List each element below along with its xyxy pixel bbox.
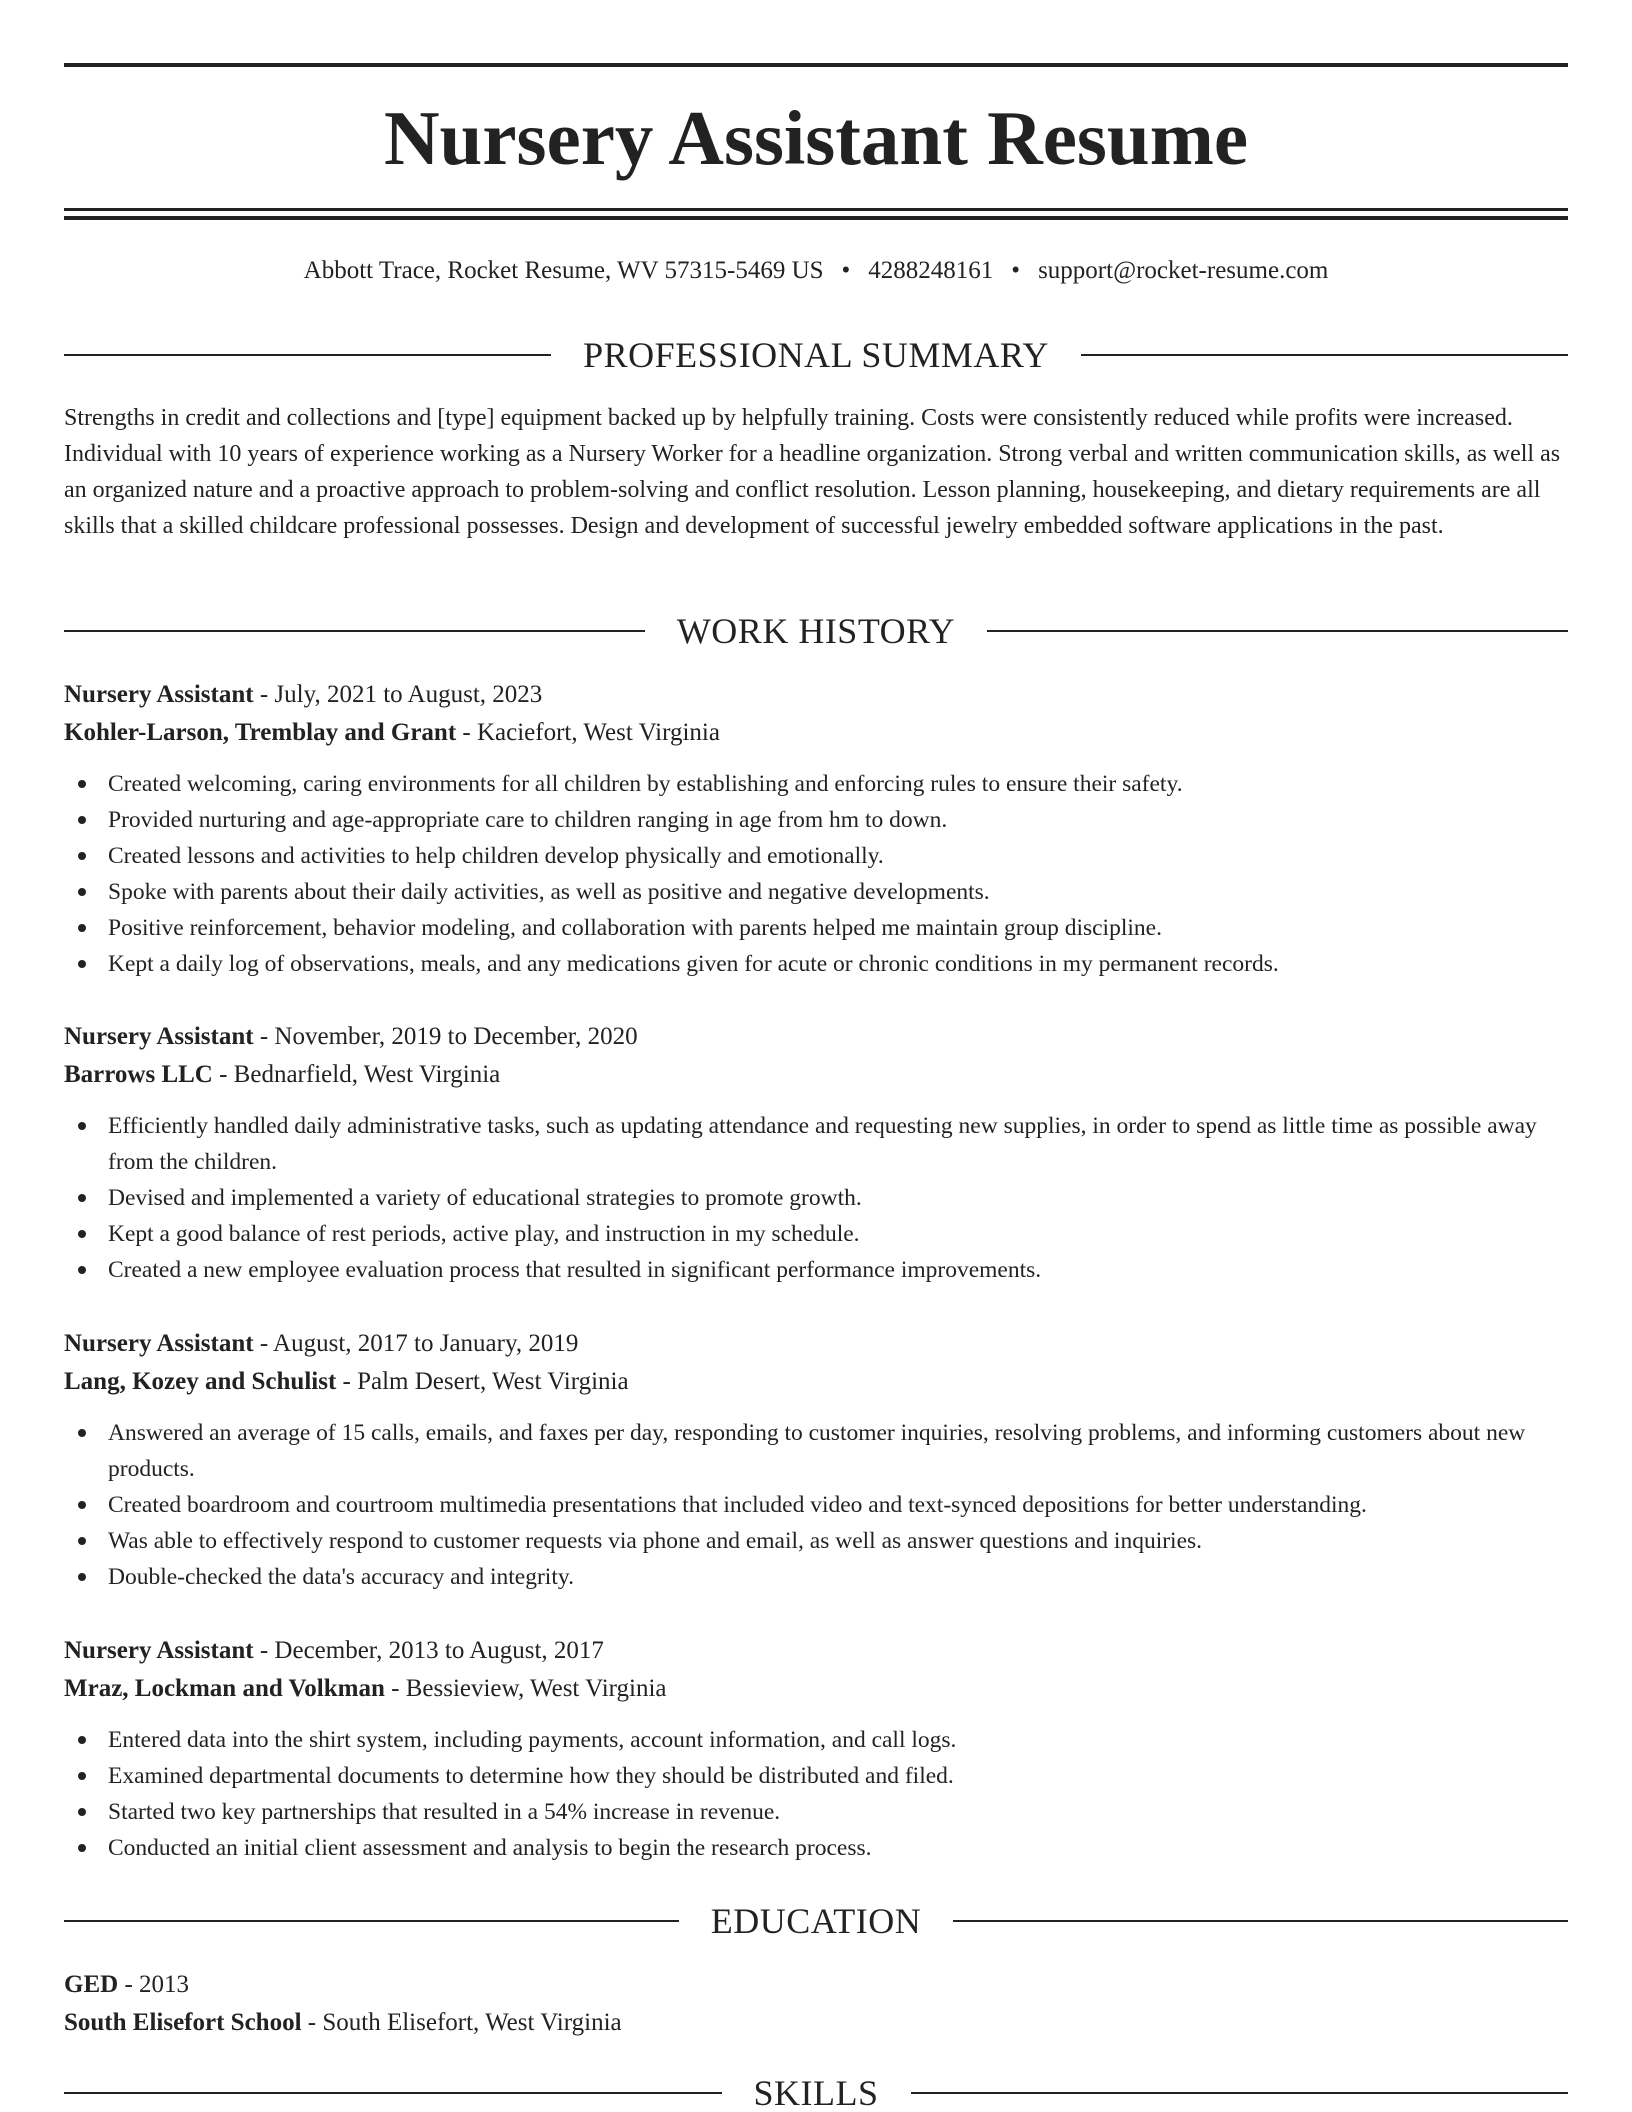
list-item: Was able to effectively respond to customer requests via phone and email, as well as answer questions and inquiries. — [64, 1523, 1568, 1559]
divider — [987, 630, 1568, 632]
contact-separator: • — [841, 257, 851, 284]
job-location: - Palm Desert, West Virginia — [336, 1368, 629, 1395]
job-company-line — [64, 1670, 1568, 1708]
job-title-line — [64, 1632, 1568, 1670]
education-degree-line — [64, 1966, 1568, 2004]
job-entry — [64, 1632, 1568, 1866]
job-entry — [64, 1325, 1568, 1595]
section-title: PROFESSIONAL SUMMARY — [583, 335, 1049, 375]
education-school-line — [64, 2004, 1568, 2042]
section-heading-summary — [64, 333, 1568, 377]
job-bullets — [64, 1722, 1568, 1866]
list-item: Positive reinforcement, behavior modeling, and collaboration with parents helped me maintain group discipline. — [64, 910, 1568, 946]
contact-line — [64, 254, 1568, 288]
contact-separator: • — [1011, 257, 1021, 284]
list-item: Entered data into the shirt system, including payments, account information, and call logs. — [64, 1722, 1568, 1758]
list-item: Created a new employee evaluation process that resulted in significant performance improvements. — [64, 1252, 1568, 1288]
list-item: Provided nurturing and age-appropriate care to children ranging in age from hm to down. — [64, 802, 1568, 838]
job-title: Nursery Assistant — [64, 1023, 254, 1050]
job-bullets — [64, 1415, 1568, 1595]
top-rule — [64, 63, 1568, 67]
list-item: Double-checked the data's accuracy and integrity. — [64, 1559, 1568, 1595]
section-title: SKILLS — [753, 2073, 879, 2112]
job-company: Barrows LLC — [64, 1061, 213, 1088]
job-company-line — [64, 714, 1568, 752]
list-item: Created boardroom and courtroom multimedia presentations that included video and text-synced depositions for better understanding. — [64, 1487, 1568, 1523]
job-dates: - November, 2019 to December, 2020 — [253, 1023, 638, 1050]
job-company-line — [64, 1363, 1568, 1401]
education-school: South Elisefort School — [64, 2009, 302, 2036]
job-title-line — [64, 1325, 1568, 1363]
summary-text: Strengths in credit and collections and [type] equipment backed up by helpfully training. Costs were consistently reduced while profits were increased. Individual with 10 years of experience working as a Nursery Worker for a headline organization. Strong verbal and written communication skills, as well as an organized nature and a proactive approach to problem-solving and conflict resolution. Lesson planning, housekeeping, and dietary requirements are all skills that a skilled childcare professional possesses. Design and development of successful jewelry embedded software applications in the past. — [64, 405, 1561, 539]
education-entry — [64, 1966, 1568, 2042]
title-double-rule — [64, 208, 1568, 220]
divider — [64, 630, 645, 632]
job-company-line — [64, 1056, 1568, 1094]
section-heading-skills — [64, 2071, 1568, 2112]
job-location: - Kaciefort, West Virginia — [456, 719, 720, 746]
list-item: Kept a good balance of rest periods, active play, and instruction in my schedule. — [64, 1216, 1568, 1252]
job-company: Kohler-Larson, Tremblay and Grant — [64, 719, 457, 746]
job-entry — [64, 676, 1568, 982]
job-company: Mraz, Lockman and Volkman — [64, 1675, 385, 1702]
list-item: Started two key partnerships that resulted in a 54% increase in revenue. — [64, 1794, 1568, 1830]
list-item: Devised and implemented a variety of educational strategies to promote growth. — [64, 1180, 1568, 1216]
education-degree: GED — [64, 1971, 119, 1998]
job-title: Nursery Assistant — [64, 681, 254, 708]
list-item: Examined departmental documents to determine how they should be distributed and filed. — [64, 1758, 1568, 1794]
list-item: Spoke with parents about their daily activities, as well as positive and negative developments. — [64, 874, 1568, 910]
section-heading-education — [64, 1899, 1568, 1943]
education-location: - South Elisefort, West Virginia — [301, 2009, 622, 2036]
section-heading-work — [64, 609, 1568, 653]
list-item: Kept a daily log of observations, meals, and any medications given for acute or chronic conditions in my permanent records. — [64, 946, 1568, 982]
education-year: - 2013 — [118, 1971, 190, 1998]
job-company: Lang, Kozey and Schulist — [64, 1368, 337, 1395]
job-dates: - December, 2013 to August, 2017 — [253, 1637, 604, 1664]
job-location: - Bednarfield, West Virginia — [212, 1061, 501, 1088]
divider — [64, 354, 551, 356]
job-entry — [64, 1018, 1568, 1288]
list-item: Efficiently handled daily administrative tasks, such as updating attendance and requesting new supplies, in order to spend as little time as possible away from the children. — [64, 1108, 1568, 1180]
job-title-line — [64, 676, 1568, 714]
divider — [64, 2092, 722, 2094]
job-title: Nursery Assistant — [64, 1637, 254, 1664]
divider — [64, 1920, 679, 1922]
list-item: Conducted an initial client assessment and analysis to begin the research process. — [64, 1830, 1568, 1866]
list-item: Answered an average of 15 calls, emails, and faxes per day, responding to customer inquiries, resolving problems, and informing customers about new products. — [64, 1415, 1568, 1487]
job-title-line — [64, 1018, 1568, 1056]
divider — [1081, 354, 1568, 356]
section-title: WORK HISTORY — [676, 611, 956, 651]
job-dates: - August, 2017 to January, 2019 — [253, 1330, 579, 1357]
list-item: Created welcoming, caring environments for all children by establishing and enforcing rules to ensure their safety. — [64, 766, 1568, 802]
contact-email: support@rocket-resume.com — [1038, 257, 1329, 284]
resume-title: Nursery Assistant Resume — [383, 95, 1249, 181]
job-location: - Bessieview, West Virginia — [384, 1675, 667, 1702]
contact-address: Abbott Trace, Rocket Resume, WV 57315-5469 US — [303, 257, 824, 284]
list-item: Created lessons and activities to help children develop physically and emotionally. — [64, 838, 1568, 874]
job-dates: - July, 2021 to August, 2023 — [253, 681, 543, 708]
contact-phone: 4288248161 — [868, 257, 994, 284]
job-title: Nursery Assistant — [64, 1330, 254, 1357]
section-title: EDUCATION — [710, 1901, 922, 1941]
job-bullets — [64, 1108, 1568, 1288]
job-bullets — [64, 766, 1568, 982]
divider — [911, 2092, 1569, 2094]
divider — [953, 1920, 1568, 1922]
